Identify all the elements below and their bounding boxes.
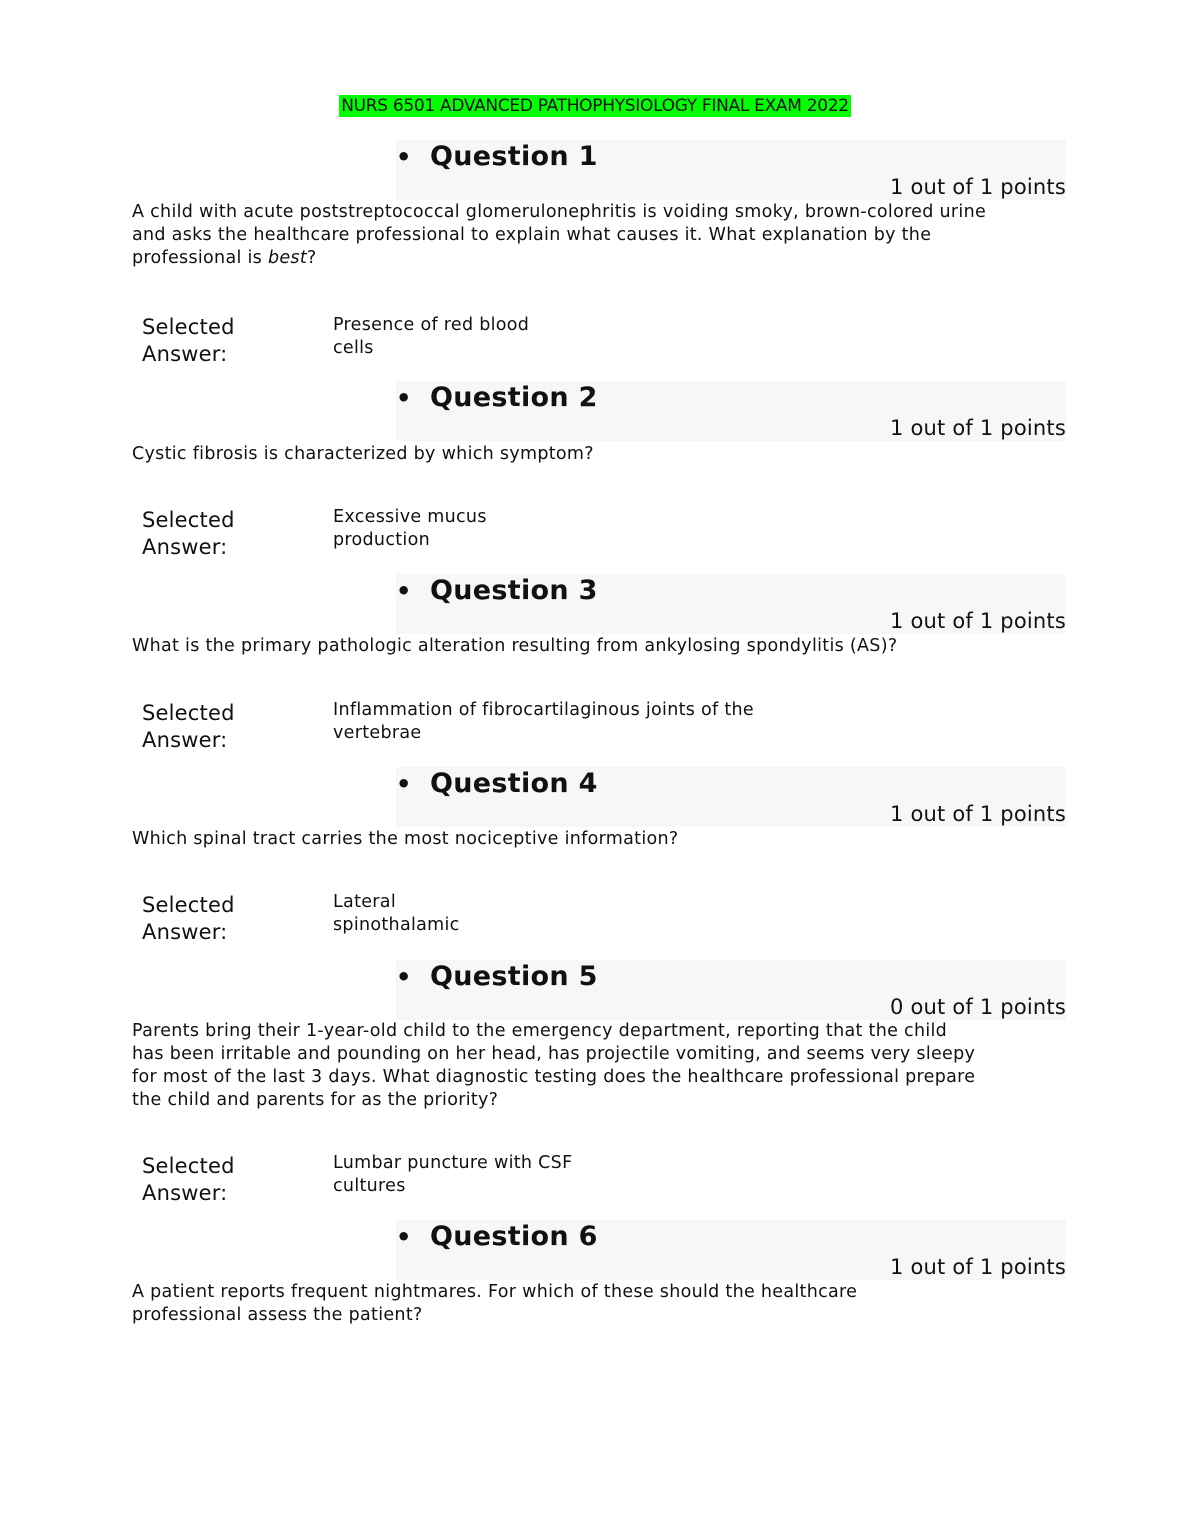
selected-answer-value: Excessive mucus production bbox=[333, 507, 487, 550]
selected-answer-value: Lumbar puncture with CSF cultures bbox=[333, 1153, 573, 1196]
question-title: Question 1 bbox=[430, 141, 598, 172]
question-points: 1 out of 1 points bbox=[890, 1255, 1066, 1279]
selected-answer-value: Inflammation of fibrocartilaginous joints of the vertebrae bbox=[333, 700, 754, 743]
question-text: What is the primary pathologic alteration resulting from ankylosing spondylitis (AS)? bbox=[132, 636, 898, 656]
question-text: Which spinal tract carries the most nociceptive information? bbox=[132, 829, 679, 849]
question-points: 1 out of 1 points bbox=[890, 175, 1066, 199]
question-header bbox=[396, 140, 1066, 200]
selected-answer-label: Selected Answer: bbox=[142, 508, 235, 559]
bullet-icon: • bbox=[396, 384, 412, 412]
question-title: Question 6 bbox=[430, 1221, 598, 1252]
selected-answer-label: Selected Answer: bbox=[142, 893, 235, 944]
bullet-icon: • bbox=[396, 1223, 412, 1251]
question-title: Question 2 bbox=[430, 382, 598, 413]
question-header bbox=[396, 381, 1066, 441]
bullet-icon: • bbox=[396, 963, 412, 991]
question-text: Parents bring their 1-year-old child to the emergency department, reporting that the child has been irritable and pounding on her head, has projectile vomiting, and seems very sleepy for most of the last 3 days. What diagnostic testing does the healthcare professional prepare the child and parents for as the priority? bbox=[132, 1021, 976, 1110]
question-points: 0 out of 1 points bbox=[890, 995, 1066, 1019]
question-title: Question 5 bbox=[430, 961, 598, 992]
bullet-icon: • bbox=[396, 143, 412, 171]
bullet-icon: • bbox=[396, 770, 412, 798]
document-title-bar bbox=[0, 95, 1190, 117]
question-text: Cystic fibrosis is characterized by which symptom? bbox=[132, 444, 594, 464]
question-header bbox=[396, 960, 1066, 1020]
question-text: A child with acute poststreptococcal glomerulonephritis is voiding smoky, brown-colored urine and asks the healthcare professional to explain what causes it. What explanation by the professional is best? bbox=[132, 202, 987, 268]
selected-answer-label: Selected Answer: bbox=[142, 1154, 235, 1205]
question-points: 1 out of 1 points bbox=[890, 802, 1066, 826]
question-title: Question 4 bbox=[430, 768, 598, 799]
selected-answer-label: Selected Answer: bbox=[142, 315, 235, 366]
document-title: NURS 6501 ADVANCED PATHOPHYSIOLOGY FINAL EXAM 2022 bbox=[341, 96, 849, 116]
question-text: A patient reports frequent nightmares. For which of these should the healthcare professional assess the patient? bbox=[132, 1282, 858, 1325]
emphasis-text: best bbox=[267, 248, 308, 268]
question-header bbox=[396, 574, 1066, 634]
selected-answer-value: Lateral spinothalamic bbox=[333, 892, 460, 935]
question-title: Question 3 bbox=[430, 575, 598, 606]
selected-answer-label: Selected Answer: bbox=[142, 701, 235, 752]
question-points: 1 out of 1 points bbox=[890, 609, 1066, 633]
question-header bbox=[396, 1220, 1066, 1280]
bullet-icon: • bbox=[396, 577, 412, 605]
question-points: 1 out of 1 points bbox=[890, 416, 1066, 440]
question-header bbox=[396, 767, 1066, 827]
selected-answer-value: Presence of red blood cells bbox=[333, 315, 530, 358]
